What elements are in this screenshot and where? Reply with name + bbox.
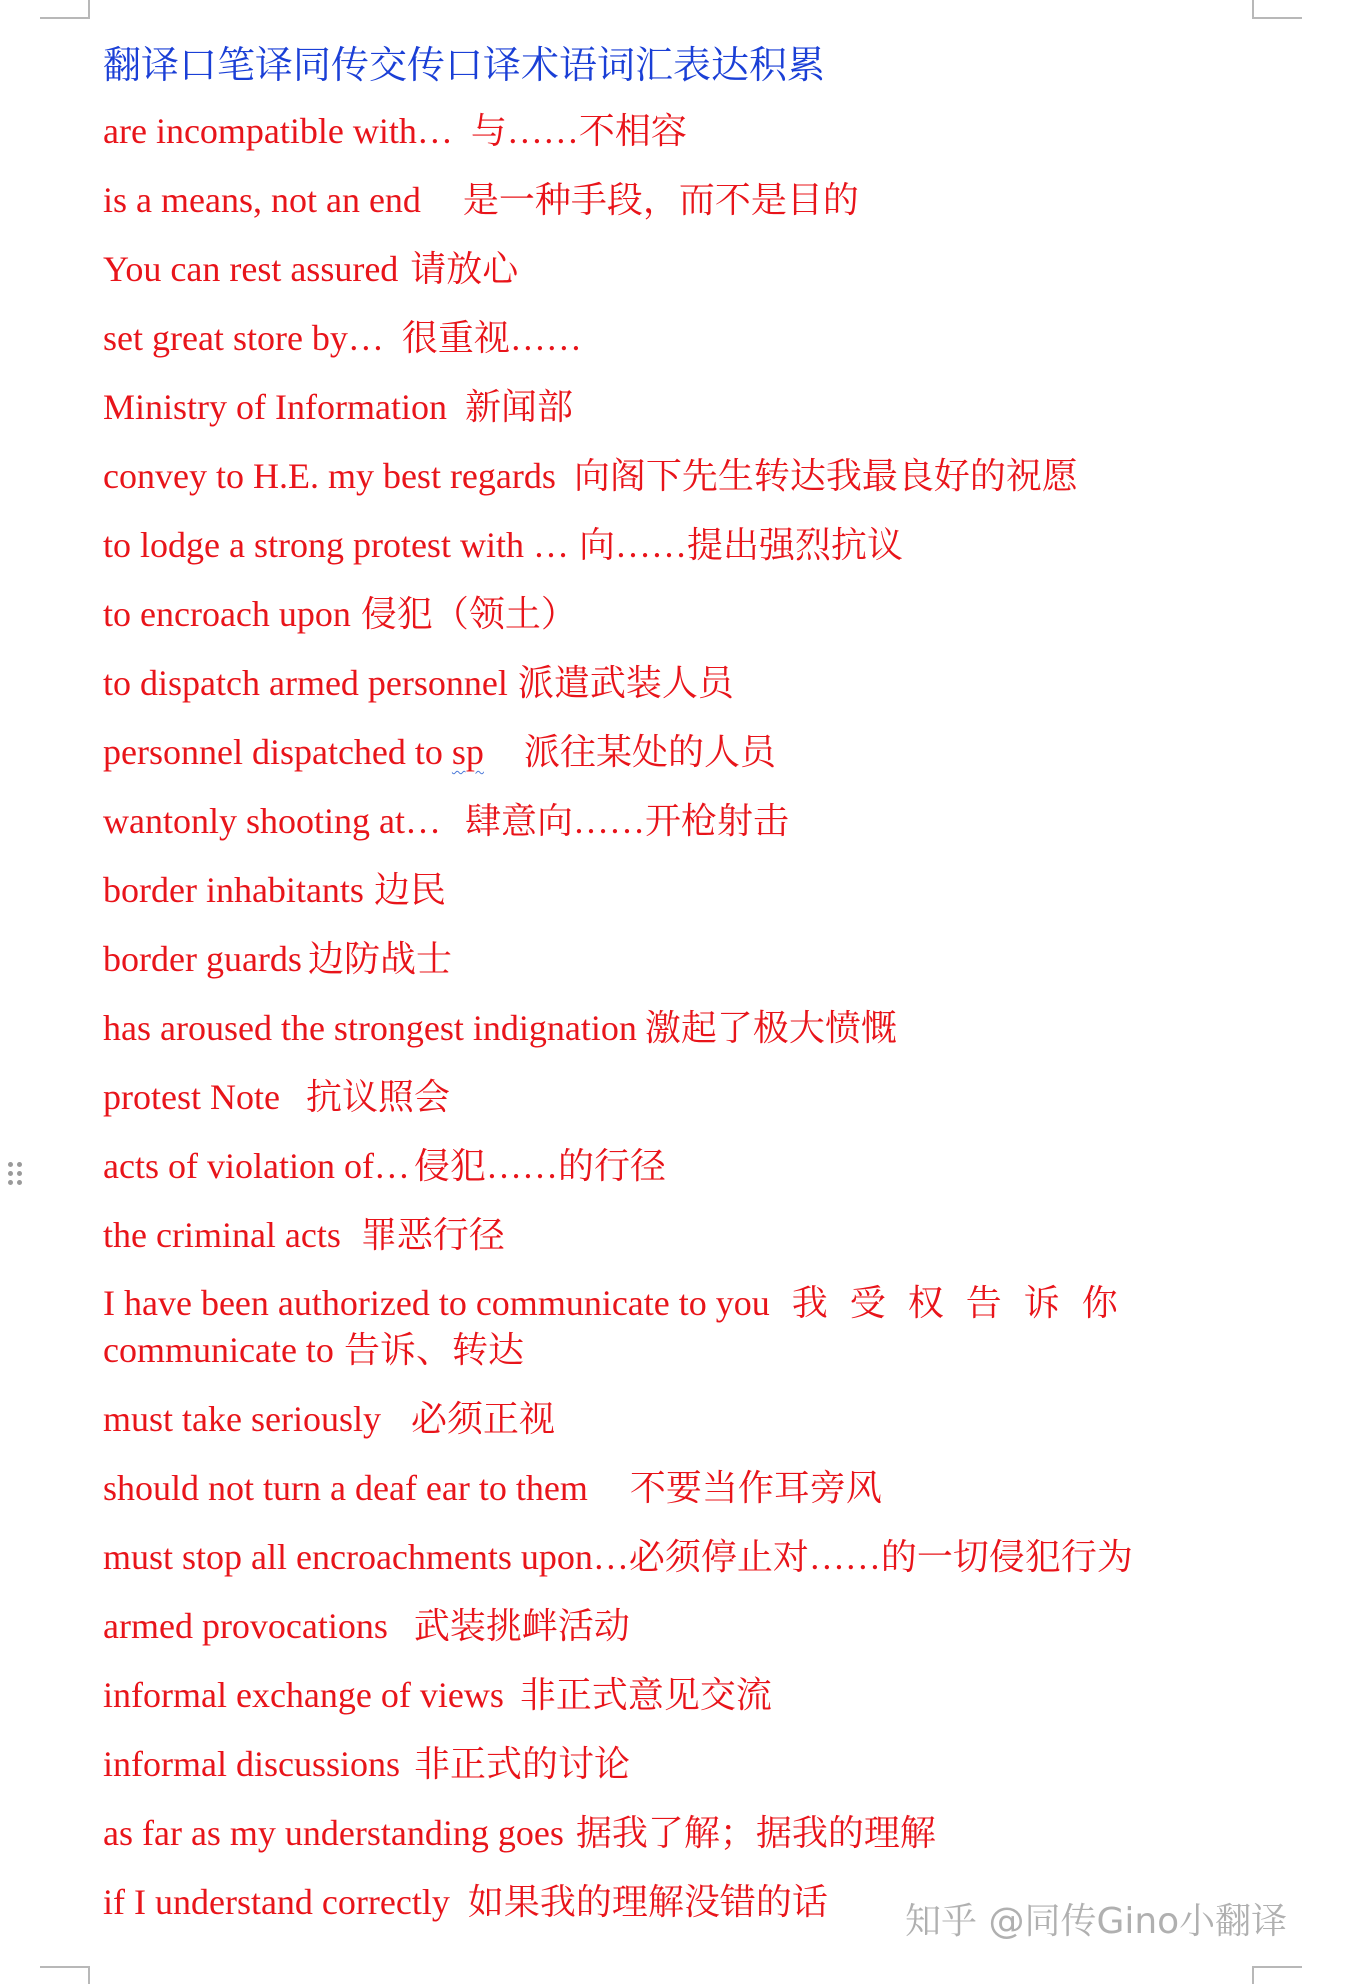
glossary-entry [103, 935, 1253, 983]
entry-chinese: 不要当作耳旁风 [629, 1468, 882, 1508]
entry-english: has aroused the strongest indignation [103, 1008, 637, 1048]
glossary-entry [103, 1464, 1253, 1512]
entry-english: convey to H.E. my best regards [103, 456, 556, 496]
entry-english: border guards [103, 939, 302, 979]
entry-chinese: 据我了解；据我的理解 [575, 1813, 936, 1853]
entry-chinese: 是一种手段，而不是目的 [462, 180, 859, 220]
entry-chinese: 武装挑衅活动 [413, 1606, 630, 1646]
glossary-entry [103, 1809, 1253, 1857]
glossary-entry [103, 1740, 1253, 1788]
watermark: 知乎 @同传Gino小翻译 [905, 1901, 1288, 1942]
glossary-entry [103, 1004, 1253, 1052]
glossary-entry [103, 797, 1253, 845]
entry-chinese: 向阁下先生转达我最良好的祝愿 [573, 456, 1078, 496]
entry-chinese: 非正式意见交流 [519, 1675, 772, 1715]
glossary-entry [103, 728, 1253, 776]
crop-mark [88, 0, 90, 18]
entry-english: You can rest assured [103, 249, 399, 289]
entry-chinese-secondary: 告诉、转达 [343, 1330, 524, 1370]
entry-english: Ministry of Information [103, 387, 447, 427]
glossary-entry [103, 1602, 1253, 1650]
entry-english-prefix: personnel dispatched to [103, 732, 452, 772]
glossary-entry [103, 1671, 1253, 1719]
entry-chinese: 如果我的理解没错的话 [467, 1882, 828, 1922]
crop-mark [1252, 1966, 1302, 1968]
glossary-entry [103, 1533, 1253, 1581]
crop-mark [88, 1966, 90, 1984]
glossary-entry [103, 245, 1253, 293]
entry-chinese: 必须正视 [410, 1399, 555, 1439]
entry-chinese: 边民 [373, 870, 446, 910]
entry-english: border inhabitants [103, 870, 364, 910]
glossary-entry [103, 452, 1253, 500]
entry-english: protest Note [103, 1077, 280, 1117]
entry-english: must take seriously [103, 1399, 381, 1439]
entry-english-secondary: communicate to [103, 1330, 334, 1370]
glossary-entry [103, 1280, 1243, 1374]
entry-english: informal exchange of views [103, 1675, 504, 1715]
entry-chinese: 边防战士 [307, 939, 452, 979]
crop-mark [1252, 17, 1302, 19]
glossary-entry [103, 107, 1253, 155]
entry-chinese: 新闻部 [464, 387, 573, 427]
entry-english: as far as my understanding goes [103, 1813, 564, 1853]
glossary-entry [103, 1142, 1253, 1190]
document-title: 翻译口笔译同传交传口译术语词汇表达积累 [103, 45, 826, 87]
crop-mark [40, 1966, 90, 1968]
entry-chinese: 与……不相容 [470, 111, 687, 151]
glossary-list [103, 107, 1253, 1926]
glossary-entry [103, 383, 1253, 431]
entry-chinese: 必须停止对……的一切侵犯行为 [628, 1537, 1133, 1577]
entry-english: the criminal acts [103, 1215, 341, 1255]
entry-chinese: 抗议照会 [305, 1077, 450, 1117]
document-body[interactable] [103, 38, 1253, 1947]
glossary-entry [103, 590, 1253, 638]
entry-english [103, 732, 484, 772]
entry-chinese: 罪恶行径 [360, 1215, 505, 1255]
entry-english: acts of violation of… [103, 1146, 410, 1186]
glossary-entry [103, 1211, 1253, 1259]
entry-english: to lodge a strong protest with … [103, 525, 569, 565]
entry-chinese: 请放心 [410, 249, 519, 289]
entry-chinese: 侵犯（领土） [360, 594, 577, 634]
entry-chinese: 肆意向……开枪射击 [464, 801, 789, 841]
glossary-entry [103, 1073, 1253, 1121]
entry-english: set great store by… [103, 318, 384, 358]
entry-chinese: 派遣武装人员 [517, 663, 734, 703]
glossary-entry [103, 314, 1253, 362]
glossary-entry [103, 659, 1253, 707]
entry-english: informal discussions [103, 1744, 400, 1784]
entry-chinese: 侵犯……的行径 [413, 1146, 666, 1186]
entry-english: armed provocations [103, 1606, 388, 1646]
glossary-entry [103, 1395, 1253, 1443]
crop-mark [1252, 0, 1254, 18]
entry-english: to dispatch armed personnel [103, 663, 508, 703]
entry-english: to encroach upon [103, 594, 351, 634]
entry-english: should not turn a deaf ear to them [103, 1468, 588, 1508]
spellcheck-flagged-word[interactable]: sp [451, 732, 484, 772]
entry-english: are incompatible with… [103, 111, 453, 151]
entry-english: is a means, not an end [103, 180, 421, 220]
entry-chinese: 派往某处的人员 [523, 732, 776, 772]
glossary-entry [103, 866, 1253, 914]
glossary-entry [103, 521, 1253, 569]
entry-chinese: 我受权告诉你 [791, 1283, 1140, 1323]
entry-english: I have been authorized to communicate to you [103, 1283, 770, 1323]
entry-chinese: 非正式的讨论 [413, 1744, 630, 1784]
crop-mark [40, 17, 90, 19]
crop-mark [1252, 1966, 1254, 1984]
drag-handle-icon[interactable] [8, 1160, 24, 1190]
entry-chinese: 向……提出强烈抗议 [578, 525, 903, 565]
entry-english: if I understand correctly [103, 1882, 450, 1922]
glossary-entry [103, 176, 1253, 224]
entry-chinese: 很重视…… [401, 318, 582, 358]
entry-chinese: 激起了极大愤慨 [644, 1008, 897, 1048]
entry-english: must stop all encroachments upon… [103, 1537, 629, 1577]
entry-english: wantonly shooting at… [103, 801, 441, 841]
